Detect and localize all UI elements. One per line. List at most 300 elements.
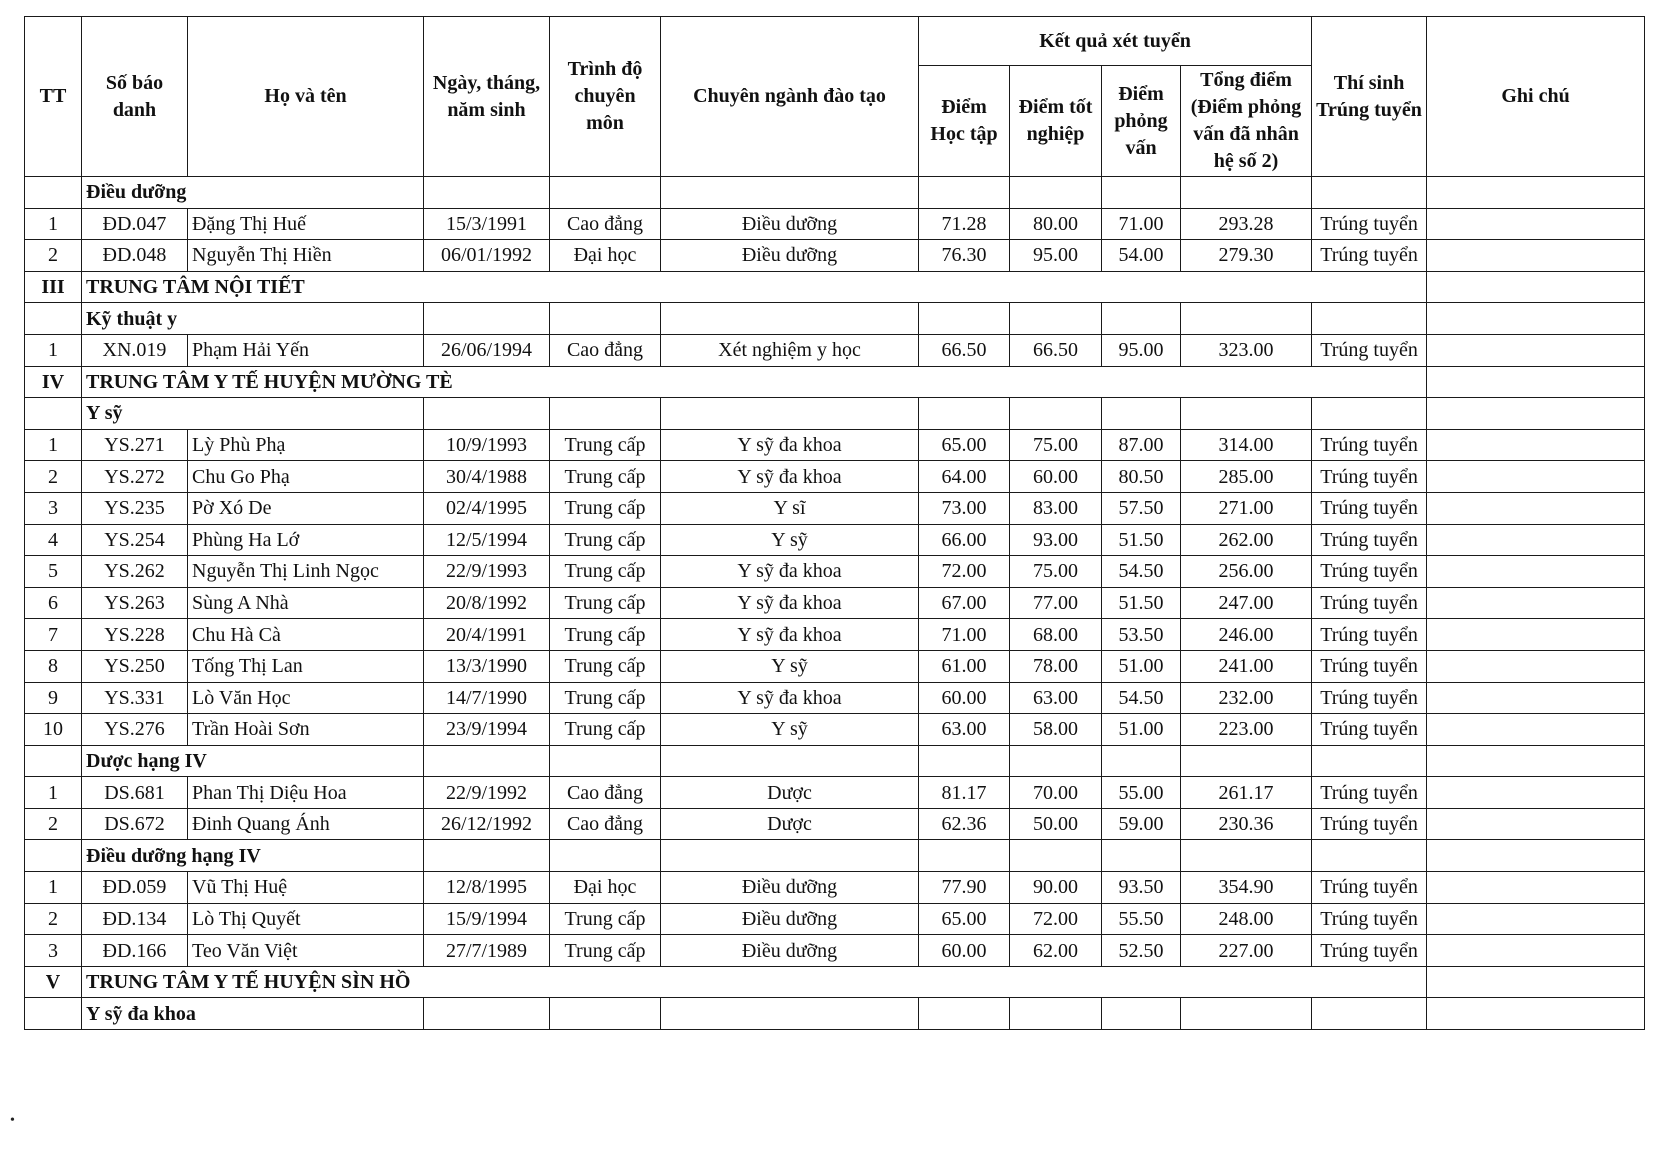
cell-level: Trung cấp — [550, 429, 661, 461]
cell-tot-nghiep: 77.00 — [1010, 587, 1102, 619]
empty-cell — [1010, 840, 1102, 872]
cell-sbd: YS.263 — [82, 587, 188, 619]
empty-cell — [1427, 745, 1645, 777]
header-tong-diem: Tổng điểm (Điểm phỏng vấn đã nhân hệ số 2) — [1181, 66, 1312, 177]
cell-hoc-tap: 64.00 — [919, 461, 1010, 493]
cell-note — [1427, 903, 1645, 935]
cell-phong-van: 52.50 — [1102, 935, 1181, 967]
cell-sbd: XN.019 — [82, 334, 188, 366]
cell-major: Dược — [661, 808, 919, 840]
cell-tt: 3 — [25, 492, 82, 524]
empty-cell — [550, 303, 661, 335]
cell-hoc-tap: 61.00 — [919, 650, 1010, 682]
empty-cell — [1312, 177, 1427, 209]
cell-major: Xét nghiệm y học — [661, 334, 919, 366]
cell-tot-nghiep: 78.00 — [1010, 650, 1102, 682]
cell-name: Vũ Thị Huệ — [188, 872, 424, 904]
cell-level: Trung cấp — [550, 524, 661, 556]
empty-cell — [1312, 398, 1427, 430]
cell-sbd: YS.331 — [82, 682, 188, 714]
cell-note — [1427, 366, 1645, 398]
cell-major: Y sỹ đa khoa — [661, 587, 919, 619]
table-row — [25, 714, 1645, 746]
cell-result: Trúng tuyển — [1312, 714, 1427, 746]
cell-tot-nghiep: 58.00 — [1010, 714, 1102, 746]
cell-dob: 23/9/1994 — [424, 714, 550, 746]
cell-note — [1427, 650, 1645, 682]
cell-tt — [25, 303, 82, 335]
cell-hoc-tap: 71.28 — [919, 208, 1010, 240]
cell-sbd: YS.276 — [82, 714, 188, 746]
cell-sbd: YS.254 — [82, 524, 188, 556]
section-row — [25, 271, 1645, 303]
cell-tong-diem: 241.00 — [1181, 650, 1312, 682]
cell-hoc-tap: 73.00 — [919, 492, 1010, 524]
empty-cell — [1010, 303, 1102, 335]
cell-tt: 1 — [25, 872, 82, 904]
table-row — [25, 492, 1645, 524]
cell-hoc-tap: 71.00 — [919, 619, 1010, 651]
cell-major: Y sỹ đa khoa — [661, 619, 919, 651]
cell-major: Y sỹ đa khoa — [661, 682, 919, 714]
table-header — [25, 17, 1645, 177]
cell-level: Cao đẳng — [550, 808, 661, 840]
cell-dob: 12/5/1994 — [424, 524, 550, 556]
cell-tt — [25, 840, 82, 872]
subsection-row — [25, 303, 1645, 335]
cell-major: Điều dưỡng — [661, 240, 919, 272]
section-number: III — [25, 271, 82, 303]
cell-hoc-tap: 81.17 — [919, 777, 1010, 809]
cell-tong-diem: 246.00 — [1181, 619, 1312, 651]
cell-sbd: YS.250 — [82, 650, 188, 682]
cell-phong-van: 54.00 — [1102, 240, 1181, 272]
cell-name: Đặng Thị Huế — [188, 208, 424, 240]
empty-cell — [1312, 745, 1427, 777]
cell-sbd: DS.681 — [82, 777, 188, 809]
cell-tt: 5 — [25, 556, 82, 588]
recruitment-results-table — [24, 16, 1645, 1030]
cell-note — [1427, 966, 1645, 998]
cell-result: Trúng tuyển — [1312, 808, 1427, 840]
cell-tot-nghiep: 75.00 — [1010, 556, 1102, 588]
cell-note — [1427, 429, 1645, 461]
empty-cell — [661, 303, 919, 335]
cell-tt: 8 — [25, 650, 82, 682]
empty-cell — [1312, 303, 1427, 335]
cell-level: Đại học — [550, 240, 661, 272]
cell-major: Y sĩ — [661, 492, 919, 524]
subsection-title: Kỹ thuật y — [82, 303, 424, 335]
empty-cell — [1181, 303, 1312, 335]
cell-result: Trúng tuyển — [1312, 650, 1427, 682]
cell-tt: 1 — [25, 429, 82, 461]
cell-phong-van: 87.00 — [1102, 429, 1181, 461]
subsection-title: Y sỹ đa khoa — [82, 998, 424, 1030]
empty-cell — [919, 177, 1010, 209]
empty-cell — [1102, 840, 1181, 872]
cell-name: Teo Văn Việt — [188, 935, 424, 967]
empty-cell — [1102, 303, 1181, 335]
table-row — [25, 872, 1645, 904]
subsection-title: Dược hạng IV — [82, 745, 424, 777]
section-title: TRUNG TÂM Y TẾ HUYỆN MƯỜNG TÈ — [82, 366, 1427, 398]
cell-phong-van: 55.00 — [1102, 777, 1181, 809]
empty-cell — [424, 177, 550, 209]
cell-name: Đinh Quang Ánh — [188, 808, 424, 840]
cell-tong-diem: 279.30 — [1181, 240, 1312, 272]
cell-tot-nghiep: 75.00 — [1010, 429, 1102, 461]
cell-tong-diem: 223.00 — [1181, 714, 1312, 746]
empty-cell — [919, 303, 1010, 335]
header-major: Chuyên ngành đào tạo — [661, 17, 919, 177]
cell-hoc-tap: 65.00 — [919, 903, 1010, 935]
subsection-row — [25, 745, 1645, 777]
cell-tot-nghiep: 50.00 — [1010, 808, 1102, 840]
cell-name: Pờ Xó De — [188, 492, 424, 524]
section-row — [25, 966, 1645, 998]
cell-tong-diem: 293.28 — [1181, 208, 1312, 240]
empty-cell — [919, 398, 1010, 430]
empty-cell — [1181, 998, 1312, 1030]
empty-cell — [1010, 398, 1102, 430]
empty-cell — [1312, 998, 1427, 1030]
cell-name: Lỳ Phù Phạ — [188, 429, 424, 461]
cell-sbd: ĐD.166 — [82, 935, 188, 967]
cell-hoc-tap: 66.00 — [919, 524, 1010, 556]
cell-sbd: ĐD.047 — [82, 208, 188, 240]
margin-mark: • — [10, 1113, 15, 1128]
cell-note — [1427, 682, 1645, 714]
subsection-row — [25, 398, 1645, 430]
header-tt: TT — [25, 17, 82, 177]
header-trung-tuyen: Thí sinh Trúng tuyển — [1312, 17, 1427, 177]
empty-cell — [1010, 745, 1102, 777]
subsection-title: Điều dưỡng hạng IV — [82, 840, 424, 872]
cell-note — [1427, 587, 1645, 619]
cell-name: Phan Thị Diệu Hoa — [188, 777, 424, 809]
cell-major: Điều dưỡng — [661, 935, 919, 967]
subsection-row — [25, 177, 1645, 209]
cell-major: Y sỹ đa khoa — [661, 556, 919, 588]
header-level: Trình độ chuyên môn — [550, 17, 661, 177]
cell-dob: 20/4/1991 — [424, 619, 550, 651]
empty-cell — [661, 177, 919, 209]
cell-tong-diem: 227.00 — [1181, 935, 1312, 967]
cell-level: Cao đẳng — [550, 208, 661, 240]
table-row — [25, 777, 1645, 809]
cell-dob: 14/7/1990 — [424, 682, 550, 714]
empty-cell — [550, 177, 661, 209]
cell-sbd: YS.271 — [82, 429, 188, 461]
empty-cell — [424, 745, 550, 777]
table-row — [25, 524, 1645, 556]
cell-tot-nghiep: 60.00 — [1010, 461, 1102, 493]
table-body — [25, 177, 1645, 1030]
empty-cell — [1181, 745, 1312, 777]
header-hoc-tap: Điểm Học tập — [919, 66, 1010, 177]
table-row — [25, 682, 1645, 714]
cell-phong-van: 51.50 — [1102, 524, 1181, 556]
table-row — [25, 334, 1645, 366]
cell-note — [1427, 208, 1645, 240]
cell-tong-diem: 232.00 — [1181, 682, 1312, 714]
cell-tot-nghiep: 72.00 — [1010, 903, 1102, 935]
cell-dob: 30/4/1988 — [424, 461, 550, 493]
cell-dob: 02/4/1995 — [424, 492, 550, 524]
cell-phong-van: 59.00 — [1102, 808, 1181, 840]
cell-note — [1427, 524, 1645, 556]
cell-major: Y sỹ — [661, 714, 919, 746]
cell-note — [1427, 556, 1645, 588]
cell-level: Trung cấp — [550, 935, 661, 967]
subsection-row — [25, 998, 1645, 1030]
cell-level: Trung cấp — [550, 461, 661, 493]
empty-cell — [424, 398, 550, 430]
cell-level: Cao đẳng — [550, 334, 661, 366]
cell-dob: 06/01/1992 — [424, 240, 550, 272]
cell-tot-nghiep: 66.50 — [1010, 334, 1102, 366]
empty-cell — [1427, 398, 1645, 430]
cell-tot-nghiep: 95.00 — [1010, 240, 1102, 272]
empty-cell — [1102, 745, 1181, 777]
cell-hoc-tap: 76.30 — [919, 240, 1010, 272]
cell-name: Chu Hà Cà — [188, 619, 424, 651]
cell-level: Trung cấp — [550, 682, 661, 714]
cell-tt: 2 — [25, 240, 82, 272]
header-dob: Ngày, tháng, năm sinh — [424, 17, 550, 177]
cell-note — [1427, 935, 1645, 967]
cell-tong-diem: 354.90 — [1181, 872, 1312, 904]
cell-sbd: YS.235 — [82, 492, 188, 524]
cell-dob: 22/9/1992 — [424, 777, 550, 809]
document-sheet — [24, 16, 1644, 1030]
cell-name: Phùng Ha Lớ — [188, 524, 424, 556]
cell-tt — [25, 398, 82, 430]
cell-note — [1427, 271, 1645, 303]
cell-result: Trúng tuyển — [1312, 903, 1427, 935]
empty-cell — [1102, 998, 1181, 1030]
empty-cell — [550, 745, 661, 777]
cell-phong-van: 51.00 — [1102, 714, 1181, 746]
cell-phong-van: 51.00 — [1102, 650, 1181, 682]
cell-name: Sùng A Nhà — [188, 587, 424, 619]
cell-major: Điều dưỡng — [661, 903, 919, 935]
cell-note — [1427, 334, 1645, 366]
cell-tt: 2 — [25, 903, 82, 935]
cell-tot-nghiep: 93.00 — [1010, 524, 1102, 556]
cell-dob: 15/9/1994 — [424, 903, 550, 935]
cell-tt: 4 — [25, 524, 82, 556]
empty-cell — [1427, 998, 1645, 1030]
cell-dob: 15/3/1991 — [424, 208, 550, 240]
cell-result: Trúng tuyển — [1312, 619, 1427, 651]
header-results-group: Kết quả xét tuyển — [919, 17, 1312, 66]
section-number: V — [25, 966, 82, 998]
cell-dob: 27/7/1989 — [424, 935, 550, 967]
subsection-title: Điều dưỡng — [82, 177, 424, 209]
table-row — [25, 429, 1645, 461]
cell-level: Trung cấp — [550, 619, 661, 651]
cell-tt: 9 — [25, 682, 82, 714]
empty-cell — [919, 840, 1010, 872]
table-row — [25, 461, 1645, 493]
cell-major: Y sỹ đa khoa — [661, 429, 919, 461]
table-row — [25, 808, 1645, 840]
cell-major: Y sỹ đa khoa — [661, 461, 919, 493]
cell-major: Dược — [661, 777, 919, 809]
cell-level: Trung cấp — [550, 903, 661, 935]
empty-cell — [1181, 398, 1312, 430]
cell-result: Trúng tuyển — [1312, 935, 1427, 967]
empty-cell — [661, 398, 919, 430]
header-sbd: Số báo danh — [82, 17, 188, 177]
cell-result: Trúng tuyển — [1312, 334, 1427, 366]
cell-tong-diem: 247.00 — [1181, 587, 1312, 619]
cell-tt: 7 — [25, 619, 82, 651]
table-row — [25, 556, 1645, 588]
cell-phong-van: 57.50 — [1102, 492, 1181, 524]
empty-cell — [919, 745, 1010, 777]
cell-level: Trung cấp — [550, 714, 661, 746]
empty-cell — [661, 840, 919, 872]
cell-dob: 26/12/1992 — [424, 808, 550, 840]
cell-tot-nghiep: 90.00 — [1010, 872, 1102, 904]
cell-note — [1427, 240, 1645, 272]
empty-cell — [550, 398, 661, 430]
cell-major: Y sỹ — [661, 650, 919, 682]
cell-sbd: YS.272 — [82, 461, 188, 493]
cell-level: Trung cấp — [550, 556, 661, 588]
cell-tt: 1 — [25, 208, 82, 240]
cell-name: Lò Thị Quyết — [188, 903, 424, 935]
cell-tot-nghiep: 68.00 — [1010, 619, 1102, 651]
cell-phong-van: 53.50 — [1102, 619, 1181, 651]
cell-name: Trần Hoài Sơn — [188, 714, 424, 746]
cell-result: Trúng tuyển — [1312, 556, 1427, 588]
cell-name: Nguyễn Thị Linh Ngọc — [188, 556, 424, 588]
empty-cell — [1427, 177, 1645, 209]
cell-phong-van: 54.50 — [1102, 556, 1181, 588]
table-row — [25, 935, 1645, 967]
cell-tot-nghiep: 83.00 — [1010, 492, 1102, 524]
cell-tong-diem: 314.00 — [1181, 429, 1312, 461]
empty-cell — [424, 998, 550, 1030]
cell-dob: 12/8/1995 — [424, 872, 550, 904]
cell-result: Trúng tuyển — [1312, 240, 1427, 272]
cell-tt: 3 — [25, 935, 82, 967]
cell-level: Trung cấp — [550, 492, 661, 524]
cell-phong-van: 71.00 — [1102, 208, 1181, 240]
section-number: IV — [25, 366, 82, 398]
cell-hoc-tap: 62.36 — [919, 808, 1010, 840]
cell-result: Trúng tuyển — [1312, 872, 1427, 904]
table-row — [25, 240, 1645, 272]
cell-level: Trung cấp — [550, 650, 661, 682]
empty-cell — [1181, 177, 1312, 209]
cell-tong-diem: 262.00 — [1181, 524, 1312, 556]
cell-name: Phạm Hải Yến — [188, 334, 424, 366]
cell-level: Trung cấp — [550, 587, 661, 619]
cell-note — [1427, 872, 1645, 904]
cell-tt — [25, 745, 82, 777]
cell-note — [1427, 808, 1645, 840]
empty-cell — [550, 840, 661, 872]
cell-name: Lò Văn Học — [188, 682, 424, 714]
cell-hoc-tap: 63.00 — [919, 714, 1010, 746]
cell-tot-nghiep: 80.00 — [1010, 208, 1102, 240]
cell-phong-van: 55.50 — [1102, 903, 1181, 935]
table-row — [25, 650, 1645, 682]
subsection-row — [25, 840, 1645, 872]
cell-phong-van: 80.50 — [1102, 461, 1181, 493]
cell-note — [1427, 492, 1645, 524]
cell-hoc-tap: 66.50 — [919, 334, 1010, 366]
empty-cell — [919, 998, 1010, 1030]
cell-tong-diem: 285.00 — [1181, 461, 1312, 493]
cell-name: Nguyễn Thị Hiền — [188, 240, 424, 272]
cell-result: Trúng tuyển — [1312, 492, 1427, 524]
cell-tt — [25, 177, 82, 209]
cell-result: Trúng tuyển — [1312, 587, 1427, 619]
cell-tong-diem: 271.00 — [1181, 492, 1312, 524]
cell-hoc-tap: 60.00 — [919, 935, 1010, 967]
cell-tt: 10 — [25, 714, 82, 746]
cell-dob: 26/06/1994 — [424, 334, 550, 366]
cell-name: Chu Go Phạ — [188, 461, 424, 493]
cell-phong-van: 93.50 — [1102, 872, 1181, 904]
cell-tot-nghiep: 70.00 — [1010, 777, 1102, 809]
cell-phong-van: 51.50 — [1102, 587, 1181, 619]
empty-cell — [1312, 840, 1427, 872]
section-title: TRUNG TÂM NỘI TIẾT — [82, 271, 1427, 303]
empty-cell — [550, 998, 661, 1030]
cell-dob: 13/3/1990 — [424, 650, 550, 682]
cell-tong-diem: 248.00 — [1181, 903, 1312, 935]
cell-dob: 20/8/1992 — [424, 587, 550, 619]
cell-dob: 22/9/1993 — [424, 556, 550, 588]
cell-note — [1427, 777, 1645, 809]
header-phong-van: Điểm phỏng vấn — [1102, 66, 1181, 177]
cell-tot-nghiep: 63.00 — [1010, 682, 1102, 714]
cell-hoc-tap: 60.00 — [919, 682, 1010, 714]
subsection-title: Y sỹ — [82, 398, 424, 430]
cell-sbd: ĐD.134 — [82, 903, 188, 935]
table-row — [25, 208, 1645, 240]
cell-hoc-tap: 77.90 — [919, 872, 1010, 904]
cell-result: Trúng tuyển — [1312, 524, 1427, 556]
cell-result: Trúng tuyển — [1312, 777, 1427, 809]
cell-tt: 2 — [25, 461, 82, 493]
cell-note — [1427, 714, 1645, 746]
cell-sbd: DS.672 — [82, 808, 188, 840]
empty-cell — [661, 745, 919, 777]
cell-phong-van: 95.00 — [1102, 334, 1181, 366]
cell-tt — [25, 998, 82, 1030]
empty-cell — [661, 998, 919, 1030]
cell-tot-nghiep: 62.00 — [1010, 935, 1102, 967]
cell-major: Điều dưỡng — [661, 208, 919, 240]
cell-level: Đại học — [550, 872, 661, 904]
cell-result: Trúng tuyển — [1312, 682, 1427, 714]
section-row — [25, 366, 1645, 398]
table-row — [25, 587, 1645, 619]
empty-cell — [1181, 840, 1312, 872]
empty-cell — [424, 303, 550, 335]
cell-name: Tống Thị Lan — [188, 650, 424, 682]
cell-hoc-tap: 65.00 — [919, 429, 1010, 461]
empty-cell — [1427, 303, 1645, 335]
